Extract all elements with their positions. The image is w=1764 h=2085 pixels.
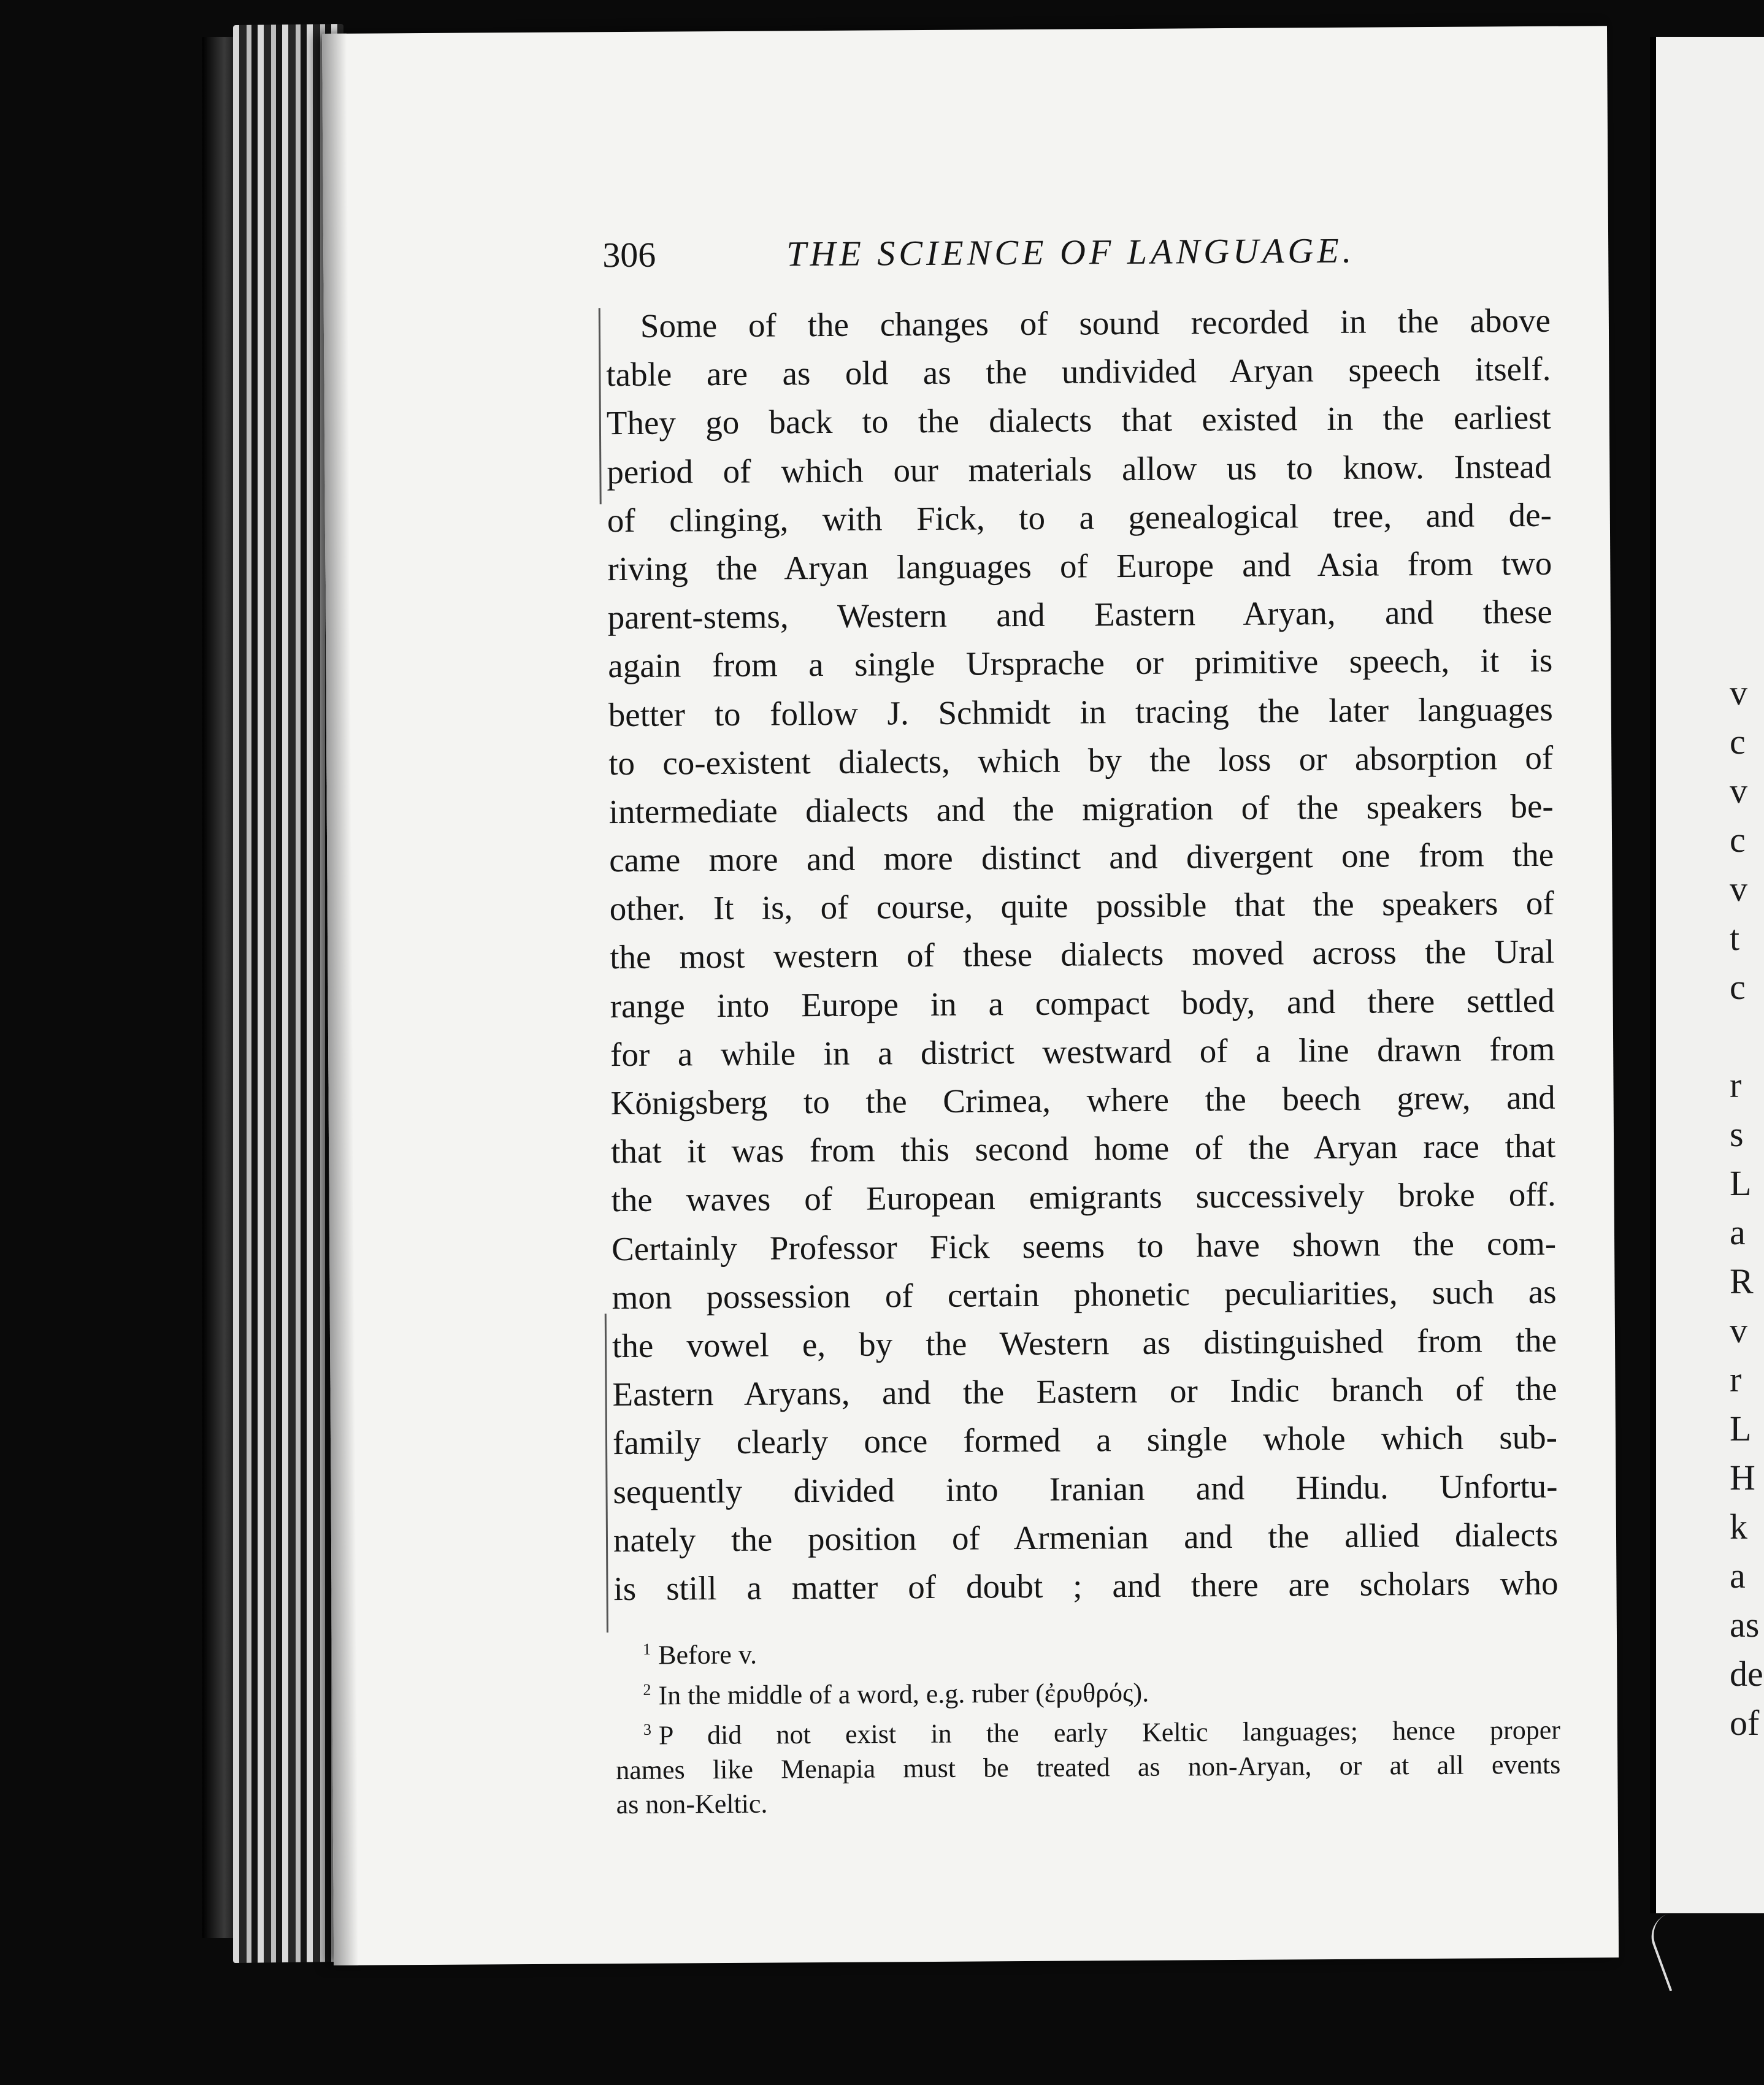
text-line: range into Europe in a compact body, and there settled (610, 981, 1555, 1025)
fragment-letter: v (1730, 771, 1747, 811)
text-line: parent-stems, Western and Eastern Aryan, and these (607, 592, 1552, 637)
text-line: sequently divided into Iranian and Hindu. Unfortu- (613, 1467, 1558, 1510)
facing-page-edge (1650, 37, 1764, 1913)
text-line: riving the Aryan languages of Europe and Asia from two (607, 544, 1552, 588)
text-line: Königsberg to the Crimea, where the beech grew, and (610, 1078, 1555, 1122)
margin-pencil-mark (599, 308, 602, 504)
fragment-letter: c (1730, 722, 1746, 762)
text-line: came more and more distinct and divergent one from the (609, 835, 1554, 879)
fragment-letter: a (1730, 1212, 1746, 1252)
page-number: 306 (602, 234, 656, 275)
fragment-letter (1730, 1012, 1764, 1061)
fragment-letter: a (1730, 1556, 1746, 1596)
text-line: table are as old as the undivided Aryan speech itself. (606, 350, 1551, 394)
fragment-letter: as (1730, 1605, 1760, 1645)
fragment-letter: L (1730, 1409, 1752, 1448)
text-line: that it was from this second home of the Aryan race that (610, 1127, 1556, 1171)
footnote-marker: 1 (643, 1640, 651, 1658)
fragment-letter: v (1730, 1310, 1747, 1350)
footnote-2 (615, 1667, 1560, 1713)
footnote-1 (615, 1627, 1560, 1673)
fragment-letter: de (1730, 1654, 1763, 1694)
text-line: nately the position of Armenian and the allied dialects (613, 1515, 1559, 1559)
text-line: mon possession of certain phonetic peculiarities, such as (612, 1272, 1557, 1316)
fragment-letter: c (1730, 967, 1746, 1007)
book-page (322, 26, 1619, 1965)
footnote-marker: 3 (643, 1721, 651, 1739)
footnote-3 (616, 1707, 1560, 1753)
text-line: Eastern Aryans, and the Eastern or Indic branch of the (612, 1369, 1557, 1414)
footnote-3-continued: names like Menapia must be treated as non-Aryan, or at all events (616, 1749, 1561, 1786)
text-line: Certainly Professor Fick seems to have shown the com- (611, 1224, 1557, 1268)
margin-pencil-mark (605, 1314, 608, 1632)
fragment-letter: H (1730, 1458, 1755, 1498)
footnote-text: P did not exist in the early Keltic languages; hence proper (658, 1715, 1561, 1751)
footnotes (615, 1627, 1561, 1822)
running-title: THE SCIENCE OF LANGUAGE. (786, 230, 1356, 274)
text-line: other. It is, of course, quite possible that the speakers of (609, 884, 1554, 928)
fragment-letter: L (1730, 1163, 1752, 1203)
text-line: Some of the changes of sound recorded in the above (640, 301, 1551, 345)
footnote-text: In the middle of a word, e.g. ruber (ἐρυθρός). (658, 1677, 1149, 1711)
text-line: the vowel e, by the Western as distinguished from the (612, 1321, 1557, 1365)
text-line: better to follow J. Schmidt in tracing the later languages (608, 690, 1553, 733)
fragment-letter: r (1730, 1065, 1742, 1105)
footnote-marker: 2 (643, 1680, 651, 1699)
text-line: the waves of European emigrants successively broke off. (611, 1176, 1556, 1219)
text-line: the most western of these dialects moved across the Ural (610, 933, 1555, 976)
text-line: of clinging, with Fick, to a genealogical tree, and de- (607, 495, 1552, 539)
text-line: family clearly once formed a single whole which sub- (612, 1418, 1558, 1462)
fragment-letter: r (1730, 1360, 1742, 1399)
text-line: to co-existent dialects, which by the loss or absorption of (608, 738, 1554, 782)
body-paragraph (606, 296, 1559, 1613)
text-line: intermediate dialects and the migration of the speakers be- (608, 787, 1554, 831)
text-line: They go back to the dialects that existed in the earliest (606, 399, 1552, 442)
fragment-letter: t (1730, 918, 1740, 958)
fragment-letter: v (1730, 869, 1747, 909)
running-head (602, 228, 1657, 284)
text-line: is still a matter of doubt ; and there are scholars who (613, 1564, 1559, 1608)
text-line: period of which our materials allow us to know. Instead (607, 447, 1552, 491)
text-line: for a while in a district westward of a line drawn from (610, 1030, 1555, 1073)
footnote-3-continued: as non-Keltic. (616, 1788, 768, 1820)
text-line: again from a single Ursprache or primitive speech, it is (608, 641, 1553, 685)
page-corner-curl (1644, 1909, 1706, 1992)
fragment-letter: v (1730, 673, 1747, 713)
fragment-letter: R (1730, 1261, 1754, 1301)
fragment-letter: k (1730, 1507, 1747, 1547)
facing-page-fragments (1730, 668, 1764, 1748)
fragment-letter: of (1730, 1703, 1760, 1743)
fragment-letter: c (1730, 820, 1746, 860)
fragment-letter: s (1730, 1114, 1744, 1154)
footnote-text: Before v. (658, 1639, 757, 1670)
